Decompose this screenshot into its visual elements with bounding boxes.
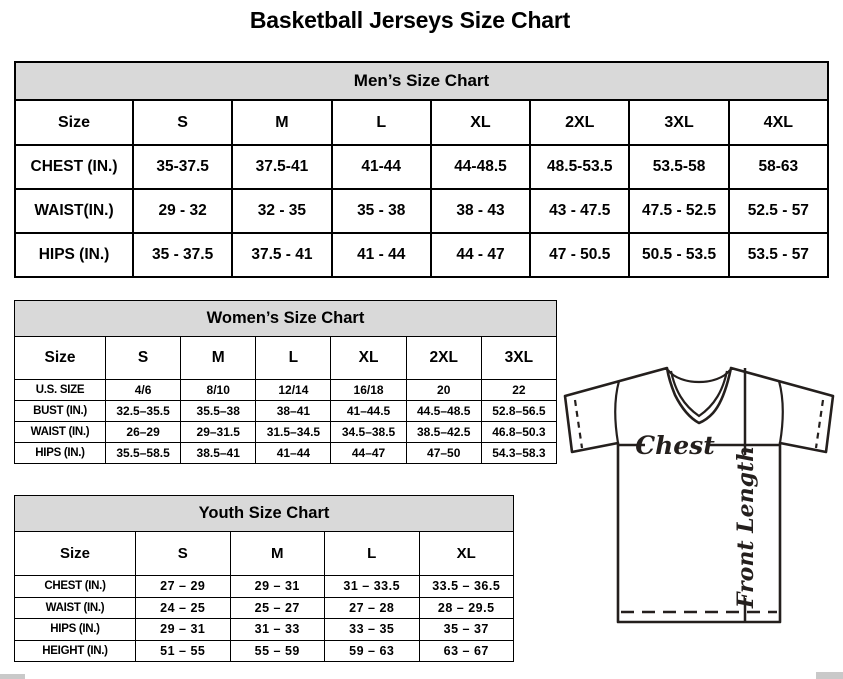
table-cell: 28 – 29.5 (419, 597, 514, 619)
table-cell: 31 – 33 (230, 619, 325, 641)
table-cell: 24 – 25 (136, 597, 231, 619)
column-header: Size (15, 100, 133, 145)
table-cell: 29–31.5 (181, 422, 256, 443)
column-header: L (256, 337, 331, 380)
column-header: M (230, 532, 325, 576)
row-label: WAIST(IN.) (15, 189, 133, 233)
table-cell: 26–29 (106, 422, 181, 443)
table-cell: 20 (406, 380, 481, 401)
table-cell: 54.3–58.3 (481, 443, 556, 464)
row-label: HIPS (IN.) (15, 233, 133, 277)
table-cell: 4/6 (106, 380, 181, 401)
column-header: S (133, 100, 232, 145)
table-title: Youth Size Chart (15, 496, 514, 532)
table-row (15, 619, 514, 641)
table-cell: 35-37.5 (133, 145, 232, 189)
table-cell: 35 - 38 (332, 189, 431, 233)
row-label: CHEST (IN.) (15, 576, 136, 598)
table-title: Women’s Size Chart (15, 301, 557, 337)
column-header: 4XL (729, 100, 828, 145)
table-row (15, 233, 828, 277)
chest-label: Chest (635, 431, 715, 460)
column-header: L (332, 100, 431, 145)
table-cell: 33 – 35 (325, 619, 420, 641)
table-cell: 51 – 55 (136, 640, 231, 662)
table-cell: 50.5 - 53.5 (629, 233, 728, 277)
table-title-row (15, 62, 828, 100)
table-cell: 59 – 63 (325, 640, 420, 662)
table-cell: 41-44 (332, 145, 431, 189)
table-row (15, 145, 828, 189)
table-cell: 44–47 (331, 443, 406, 464)
table-title: Men’s Size Chart (15, 62, 828, 100)
row-label: WAIST (IN.) (15, 597, 136, 619)
table-row (15, 422, 557, 443)
column-header: 3XL (629, 100, 728, 145)
column-header: M (181, 337, 256, 380)
table-cell: 32.5–35.5 (106, 401, 181, 422)
table-cell: 33.5 – 36.5 (419, 576, 514, 598)
table-row (15, 597, 514, 619)
table-row (15, 640, 514, 662)
table-cell: 41 - 44 (332, 233, 431, 277)
table-cell: 44-48.5 (431, 145, 530, 189)
table-cell: 29 – 31 (136, 619, 231, 641)
table-cell: 37.5 - 41 (232, 233, 331, 277)
table-cell: 29 – 31 (230, 576, 325, 598)
table-cell: 43 - 47.5 (530, 189, 629, 233)
column-header: 3XL (481, 337, 556, 380)
table-row (15, 443, 557, 464)
column-header: Size (15, 337, 106, 380)
jersey-diagram-svg (555, 355, 843, 647)
column-header: S (136, 532, 231, 576)
table-cell: 27 – 29 (136, 576, 231, 598)
table-cell: 35.5–58.5 (106, 443, 181, 464)
column-header: S (106, 337, 181, 380)
mens-size-chart-section (14, 61, 829, 278)
table-cell: 35 - 37.5 (133, 233, 232, 277)
youth-size-table (14, 495, 514, 662)
table-header-row (15, 337, 557, 380)
screen-edge-fragment-left (0, 674, 25, 679)
table-cell: 48.5-53.5 (530, 145, 629, 189)
table-cell: 47.5 - 52.5 (629, 189, 728, 233)
table-cell: 35 – 37 (419, 619, 514, 641)
jersey-outline (565, 368, 833, 622)
column-header: Size (15, 532, 136, 576)
table-cell: 38–41 (256, 401, 331, 422)
table-cell: 38.5–42.5 (406, 422, 481, 443)
table-header-row (15, 100, 828, 145)
table-cell: 53.5-58 (629, 145, 728, 189)
youth-size-chart-section (14, 495, 514, 662)
table-row (15, 401, 557, 422)
table-cell: 52.8–56.5 (481, 401, 556, 422)
table-cell: 55 – 59 (230, 640, 325, 662)
table-cell: 46.8–50.3 (481, 422, 556, 443)
row-label: U.S. SIZE (15, 380, 106, 401)
column-header: 2XL (406, 337, 481, 380)
row-label: CHEST (IN.) (15, 145, 133, 189)
table-header-row (15, 532, 514, 576)
row-label: HEIGHT (IN.) (15, 640, 136, 662)
table-cell: 35.5–38 (181, 401, 256, 422)
table-cell: 37.5-41 (232, 145, 331, 189)
column-header: XL (431, 100, 530, 145)
table-cell: 32 - 35 (232, 189, 331, 233)
table-cell: 12/14 (256, 380, 331, 401)
table-cell: 44.5–48.5 (406, 401, 481, 422)
row-label: BUST (IN.) (15, 401, 106, 422)
table-row (15, 189, 828, 233)
table-cell: 52.5 - 57 (729, 189, 828, 233)
table-cell: 25 – 27 (230, 597, 325, 619)
jersey-collar-back (668, 370, 730, 382)
table-cell: 41–44.5 (331, 401, 406, 422)
table-cell: 47–50 (406, 443, 481, 464)
table-row (15, 576, 514, 598)
row-label: HIPS (IN.) (15, 619, 136, 641)
table-cell: 63 – 67 (419, 640, 514, 662)
column-header: XL (331, 337, 406, 380)
column-header: L (325, 532, 420, 576)
table-cell: 38.5–41 (181, 443, 256, 464)
womens-size-chart-section (14, 300, 557, 464)
table-cell: 44 - 47 (431, 233, 530, 277)
table-title-row (15, 301, 557, 337)
screen-edge-fragment-right (816, 672, 843, 679)
table-cell: 8/10 (181, 380, 256, 401)
column-header: M (232, 100, 331, 145)
row-label: HIPS (IN.) (15, 443, 106, 464)
table-cell: 53.5 - 57 (729, 233, 828, 277)
table-row (15, 380, 557, 401)
table-cell: 27 – 28 (325, 597, 420, 619)
table-cell: 31.5–34.5 (256, 422, 331, 443)
womens-size-table (14, 300, 557, 464)
table-cell: 38 - 43 (431, 189, 530, 233)
page-title: Basketball Jerseys Size Chart (249, 7, 571, 33)
column-header: XL (419, 532, 514, 576)
front-length-label: Front Length (733, 445, 759, 609)
table-cell: 34.5–38.5 (331, 422, 406, 443)
table-cell: 31 – 33.5 (325, 576, 420, 598)
jersey-measurement-diagram (555, 355, 843, 647)
table-cell: 41–44 (256, 443, 331, 464)
mens-size-table (14, 61, 829, 278)
table-title-row (15, 496, 514, 532)
table-cell: 16/18 (331, 380, 406, 401)
row-label: WAIST (IN.) (15, 422, 106, 443)
table-cell: 47 - 50.5 (530, 233, 629, 277)
table-cell: 58-63 (729, 145, 828, 189)
table-cell: 22 (481, 380, 556, 401)
column-header: 2XL (530, 100, 629, 145)
table-cell: 29 - 32 (133, 189, 232, 233)
